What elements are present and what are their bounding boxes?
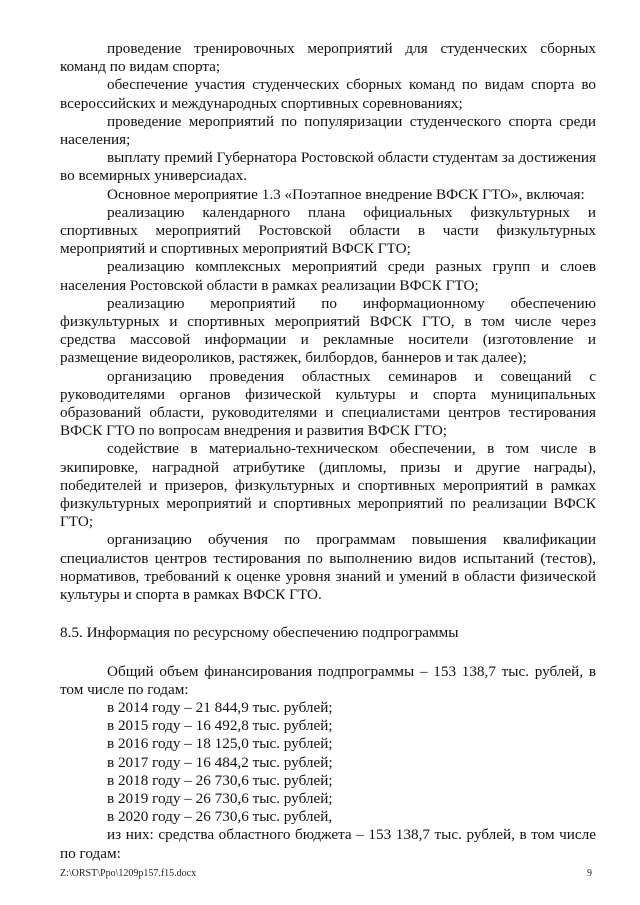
funding-year-2020: в 2020 году – 26 730,6 тыс. рублей, [107, 808, 333, 826]
paragraph-training-courses: организацию обучения по программам повышения квалификации специалистов центров тестирования по выполнению видов испытаний (тестов), нормативов, требований к оценке уровня знаний и умений в области физической культуры и спорта в рамках ВФСК ГТО. [60, 531, 596, 604]
funding-year-2017: в 2017 году – 16 484,2 тыс. рублей; [107, 753, 333, 771]
paragraph-training-events: проведение тренировочных мероприятий для студенческих сборных команд по видам спорта; [60, 40, 596, 76]
paragraph-sport-popularization: проведение мероприятий по популяризации студенческого спорта среди населения; [60, 112, 596, 149]
paragraph-main-measure-1-3: Основное мероприятие 1.3 «Поэтапное внедрение ВФСК ГТО», включая: [107, 185, 585, 203]
funding-year-2014: в 2014 году – 21 844,9 тыс. рублей; [107, 698, 333, 716]
paragraph-information-support: реализацию мероприятий по информационному обеспечению физкультурных и спортивных мероприятий ВФСК ГТО, в том числе через средства массовой информации и рекламные носители (изготовление и размещение видеороликов, растяжек, билбордов, баннеров и так далее); [60, 294, 596, 367]
section-heading: 8.5. Информация по ресурсному обеспечению подпрограммы [60, 624, 459, 642]
regional-budget: из них: средства областного бюджета – 153 138,7 тыс. рублей, в том числе по годам: [60, 826, 596, 862]
document-body [60, 40, 596, 863]
paragraph-seminars: организацию проведения областных семинаров и совещаний с руководителями органов физической культуры и спорта муниципальных образований области, руководителями и специалистами центров тестирования ВФСК ГТО по вопросам внедрения и развития ВФСК ГТО; [60, 367, 596, 440]
funding-year-2016: в 2016 году – 18 125,0 тыс. рублей; [107, 735, 333, 753]
paragraph-competition-participation: обеспечение участия студенческих сборных команд по видам спорта во всероссийских и международных спортивных соревнованиях; [60, 76, 596, 112]
funding-intro: Общий объем финансирования подпрограммы – 153 138,7 тыс. рублей, в том числе по годам: [60, 662, 596, 698]
page-number: 9 [587, 868, 592, 879]
paragraph-governor-prizes: выплату премий Губернатора Ростовской области студентам за достижения во всемирных универсиадах. [60, 149, 596, 185]
funding-year-2015: в 2015 году – 16 492,8 тыс. рублей; [107, 717, 333, 735]
paragraph-material-support: содействие в материально-техническом обеспечении, в том числе в экипировке, наградной атрибутике (дипломы, призы и другие награды), победителей и призеров, физкультурных и спортивных мероприятий в рамках физкультурных мероприятий и спортивных мероприятий по реализации ВФСК ГТО; [60, 440, 596, 531]
funding-year-2019: в 2019 году – 26 730,6 тыс. рублей; [107, 789, 333, 807]
funding-year-2018: в 2018 году – 26 730,6 тыс. рублей; [107, 771, 333, 789]
paragraph-calendar-plan: реализацию календарного плана официальных физкультурных и спортивных мероприятий Ростовской области в части физкультурных мероприятий и спортивных мероприятий ВФСК ГТО; [60, 203, 596, 258]
footer-file-path: Z:\ORST\Ppo\1209p157.f15.docx [60, 868, 197, 879]
paragraph-complex-events: реализацию комплексных мероприятий среди разных групп и слоев населения Ростовской области в рамках реализации ВФСК ГТО; [60, 258, 596, 294]
